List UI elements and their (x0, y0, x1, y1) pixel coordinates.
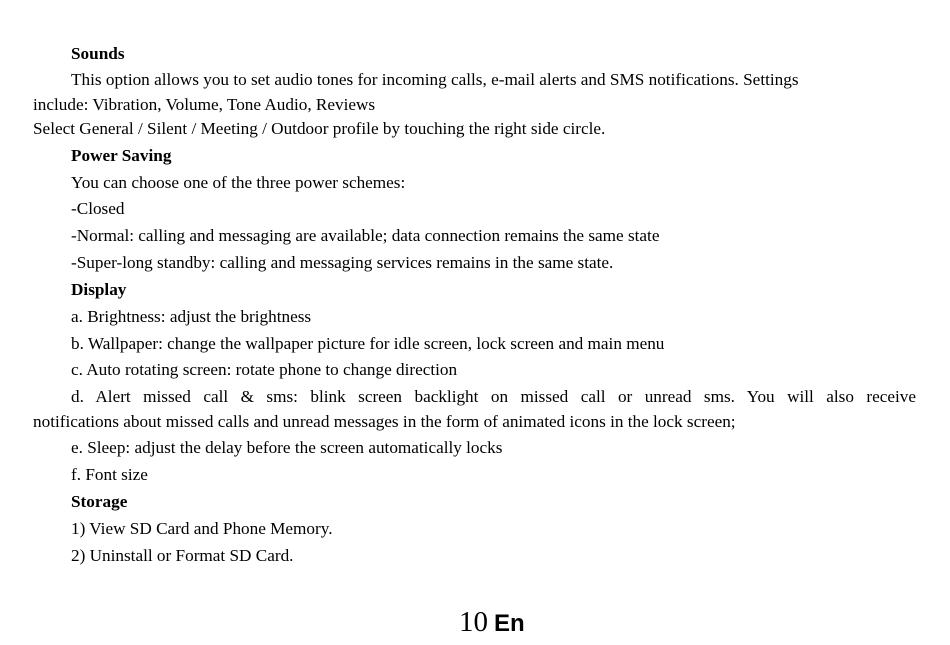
power-scheme-super-long-standby: -Super-long standby: calling and messaging services remains in the same state. (71, 253, 614, 272)
page-number: 10 (459, 606, 488, 638)
power-saving-intro: You can choose one of the three power schemes: (71, 173, 406, 192)
display-item-auto-rotate: c. Auto rotating screen: rotate phone to change direction (71, 360, 458, 379)
sounds-text-line-1: This option allows you to set audio tones for incoming calls, e-mail alerts and SMS notifications. Settings (71, 70, 799, 89)
sounds-text-line-3: Select General / Silent / Meeting / Outdoor profile by touching the right side circle. (33, 119, 606, 138)
power-scheme-closed: -Closed (71, 199, 125, 218)
power-saving-heading: Power Saving (71, 146, 172, 165)
power-scheme-normal: -Normal: calling and messaging are available; data connection remains the same state (71, 226, 660, 245)
display-item-sleep: e. Sleep: adjust the delay before the screen automatically locks (71, 438, 503, 457)
page-footer (459, 604, 525, 642)
display-item-brightness: a. Brightness: adjust the brightness (71, 307, 312, 326)
display-item-alert-line-1 (71, 387, 916, 407)
storage-item-view: 1) View SD Card and Phone Memory. (71, 519, 333, 538)
display-heading: Display (71, 280, 127, 299)
sounds-heading: Sounds (71, 44, 125, 63)
storage-item-uninstall: 2) Uninstall or Format SD Card. (71, 546, 294, 565)
sounds-text-line-2: include: Vibration, Volume, Tone Audio, Reviews (33, 95, 376, 114)
display-item-alert-line-2: notifications about missed calls and unread messages in the form of animated icons in the lock screen; (33, 412, 736, 431)
storage-heading: Storage (71, 492, 128, 511)
display-item-wallpaper: b. Wallpaper: change the wallpaper picture for idle screen, lock screen and main menu (71, 334, 665, 353)
page-language: En (494, 610, 525, 637)
display-item-alert-line-1-text: d. Alert missed call & sms: blink screen backlight on missed call or unread sms. You will also receive (71, 387, 916, 406)
display-item-font-size: f. Font size (71, 465, 148, 484)
